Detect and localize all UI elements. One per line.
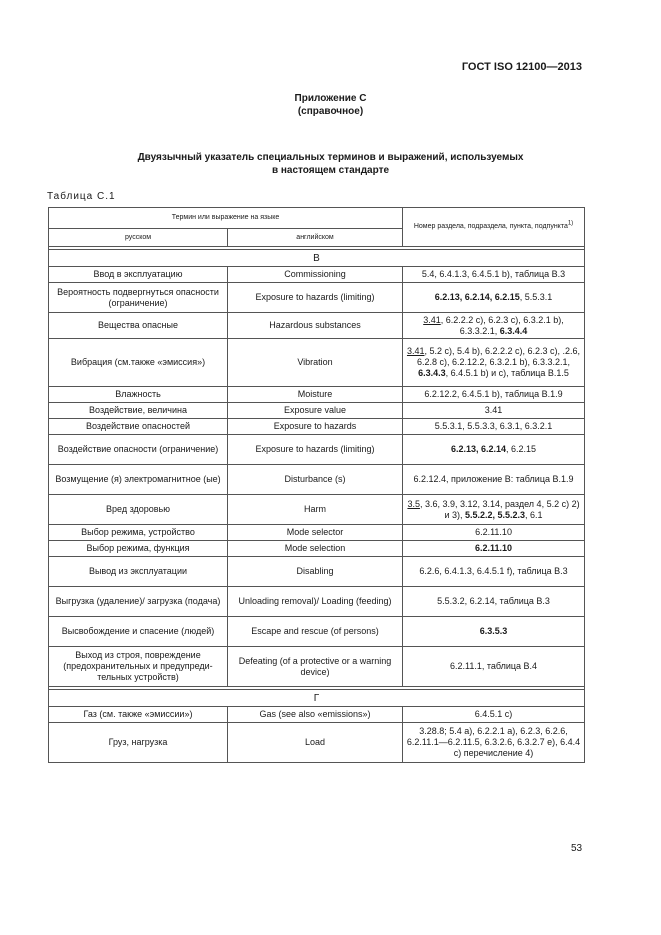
term-english: Exposure value [228, 403, 403, 419]
section-letter: В [49, 250, 585, 267]
term-reference [403, 617, 585, 647]
reference-segment: 6.2.13, 6.2.14 [450, 444, 507, 454]
page-number: 53 [571, 843, 583, 854]
reference-segment: 6.3.5.3 [479, 626, 508, 636]
term-english: Gas (see also «emissions») [228, 707, 403, 723]
annex-heading [0, 92, 661, 118]
table-row [49, 557, 585, 587]
table-row [49, 525, 585, 541]
term-russian: Высвобождение и спасение (людей) [49, 617, 228, 647]
term-english: Exposure to hazards [228, 419, 403, 435]
term-english: Commissioning [228, 267, 403, 283]
reference-segment: 6.2.6, 6.4.1.3, 6.4.5.1 f), таблица В.3 [419, 566, 568, 576]
term-english: Disturbance (s) [228, 465, 403, 495]
title-line-1: Двуязычный указатель специальных терминов и выражений, используемых [137, 152, 524, 163]
reference-segment: 6.2.12.2, 6.4.5.1 b), таблица В.1.9 [424, 389, 563, 399]
table-row [49, 495, 585, 525]
table-row [49, 339, 585, 387]
reference-segment: 5.4, 6.4.1.3, 6.4.5.1 b), таблица В.3 [421, 269, 566, 279]
reference-segment: 3.41 [423, 314, 441, 325]
reference-segment: , 6.1 [525, 509, 543, 520]
reference-segment: 6.4.5.1 c) [474, 709, 513, 719]
table-row [49, 267, 585, 283]
term-english: Harm [228, 495, 403, 525]
term-english: Exposure to hazards (limiting) [228, 435, 403, 465]
term-reference [403, 557, 585, 587]
reference-segment: 6.3.4.4 [499, 325, 528, 336]
term-russian: Вероятность подвергнуться опасности (ограничение) [49, 283, 228, 313]
term-reference [403, 283, 585, 313]
term-english: Moisture [228, 387, 403, 403]
table-row [49, 541, 585, 557]
reference-segment: , 5.2 c), 5.4 b), 6.2.2.2 c), 6.2.3 c), .2.6, 6.2.8 c), 6.2.12.2, 6.3.2.1 b), 6.3.3.2.1, [416, 346, 581, 367]
annex-label: Приложение С [294, 93, 367, 104]
term-russian: Газ (см. также «эмиссии») [49, 707, 228, 723]
term-english: Hazardous substances [228, 313, 403, 339]
term-english: Defeating (of a protective or a warning device) [228, 647, 403, 687]
reference-segment: 5.5.2.2, 5.5.2.3 [465, 509, 526, 520]
table-row [49, 283, 585, 313]
table-row [49, 403, 585, 419]
reference-segment: 6.2.12.4, приложение В: таблица В.1.9 [413, 474, 574, 484]
document-title [0, 151, 661, 177]
term-english: Mode selector [228, 525, 403, 541]
header-english: английском [228, 229, 403, 247]
reference-segment: , 5.5.3.1 [519, 292, 553, 302]
reference-segment: 3.41 [406, 346, 425, 356]
reference-segment: , 6.4.5.1 b) и c), таблица В.1.5 [445, 368, 569, 378]
term-reference [403, 419, 585, 435]
standard-number: ГОСТ ISO 12100—2013 [461, 61, 582, 73]
term-english: Disabling [228, 557, 403, 587]
reference-segment: 5.5.3.1, 5.5.3.3, 6.3.1, 6.3.2.1 [434, 421, 553, 431]
title-line-2: в настоящем стандарте [271, 165, 390, 176]
table-body [49, 247, 585, 763]
term-russian: Вред здоровью [49, 495, 228, 525]
term-english: Vibration [228, 339, 403, 387]
term-english: Mode selection [228, 541, 403, 557]
term-reference [403, 387, 585, 403]
term-reference [403, 313, 585, 339]
reference-segment: , 3.6, 3.9, 3.12, 3.14, раздел 4, 5.2 c) 2) и 3), [419, 498, 580, 520]
term-reference [403, 339, 585, 387]
table-row [49, 647, 585, 687]
reference-segment: 3.5 [407, 498, 420, 509]
term-english: Unloading removal)/ Loading (feeding) [228, 587, 403, 617]
reference-segment: 6.2.11.1, таблица В.4 [449, 661, 538, 671]
term-russian: Вибрация (см.также «эмиссия») [49, 339, 228, 387]
term-russian: Выгрузка (удаление)/ загрузка (подача) [49, 587, 228, 617]
term-english: Exposure to hazards (limiting) [228, 283, 403, 313]
term-russian: Выход из строя, повреждение (предохранительных и предупреди-тельных устройств) [49, 647, 228, 687]
header-term-group: Термин или выражение на языке [49, 208, 403, 229]
term-reference [403, 707, 585, 723]
term-russian: Ввод в эксплуатацию [49, 267, 228, 283]
reference-segment: 3.41 [484, 405, 503, 415]
term-reference [403, 525, 585, 541]
term-reference [403, 267, 585, 283]
section-letter-row [49, 690, 585, 707]
reference-segment: 6.3.4.3 [418, 368, 446, 378]
reference-segment: 6.2.11.10 [474, 543, 513, 553]
annex-status: (справочное) [297, 106, 364, 117]
term-russian: Груз, нагрузка [49, 723, 228, 763]
table-row [49, 387, 585, 403]
table-caption: Таблица С.1 [47, 191, 116, 202]
header-reference-text: Номер раздела, подраздела, пункта, подпункта [413, 223, 568, 230]
table-row [49, 587, 585, 617]
reference-segment: , 6.2.2.2 c), 6.2.3 c), 6.3.2.1 b), 6.3.3.2.1, [440, 314, 564, 336]
term-reference [403, 587, 585, 617]
reference-segment: 6.2.11.10 [475, 527, 512, 537]
term-reference [403, 435, 585, 465]
term-english: Load [228, 723, 403, 763]
header-russian: русском [49, 229, 228, 247]
term-russian: Возмущение (я) электромагнитное (ые) [49, 465, 228, 495]
term-russian: Воздействие, величина [49, 403, 228, 419]
table-row [49, 617, 585, 647]
section-letter-row [49, 250, 585, 267]
table-row [49, 707, 585, 723]
term-reference [403, 465, 585, 495]
term-russian: Выбор режима, устройство [49, 525, 228, 541]
table-row [49, 465, 585, 495]
reference-segment: 5.5.3.2, 6.2.14, таблица В.3 [437, 596, 550, 606]
reference-segment: 3.28.8; 5.4 a), 6.2.2.1 a), 6.2.3, 6.2.6, 6.2.11.1—6.2.11.5, 6.3.2.6, 6.3.2.7 e), 6.4.4 c) перечисление 4) [406, 726, 581, 758]
term-reference [403, 541, 585, 557]
terms-table [48, 207, 585, 763]
term-russian: Вывод из эксплуатации [49, 557, 228, 587]
term-russian: Воздействие опасностей [49, 419, 228, 435]
reference-segment: , 6.2.15 [506, 444, 537, 454]
term-reference [403, 495, 585, 525]
term-russian: Влажность [49, 387, 228, 403]
footnote-marker: 1) [567, 220, 574, 227]
table-row [49, 313, 585, 339]
term-russian: Вещества опасные [49, 313, 228, 339]
section-letter: Г [49, 690, 585, 707]
reference-segment: 6.2.13, 6.2.14, 6.2.15 [434, 292, 520, 302]
header-reference [403, 208, 585, 247]
table-row [49, 435, 585, 465]
term-reference [403, 723, 585, 763]
table-row [49, 723, 585, 763]
term-russian: Выбор режима, функция [49, 541, 228, 557]
table-row [49, 419, 585, 435]
term-english: Escape and rescue (of persons) [228, 617, 403, 647]
term-reference [403, 647, 585, 687]
term-russian: Воздействие опасности (ограничение) [49, 435, 228, 465]
term-reference [403, 403, 585, 419]
